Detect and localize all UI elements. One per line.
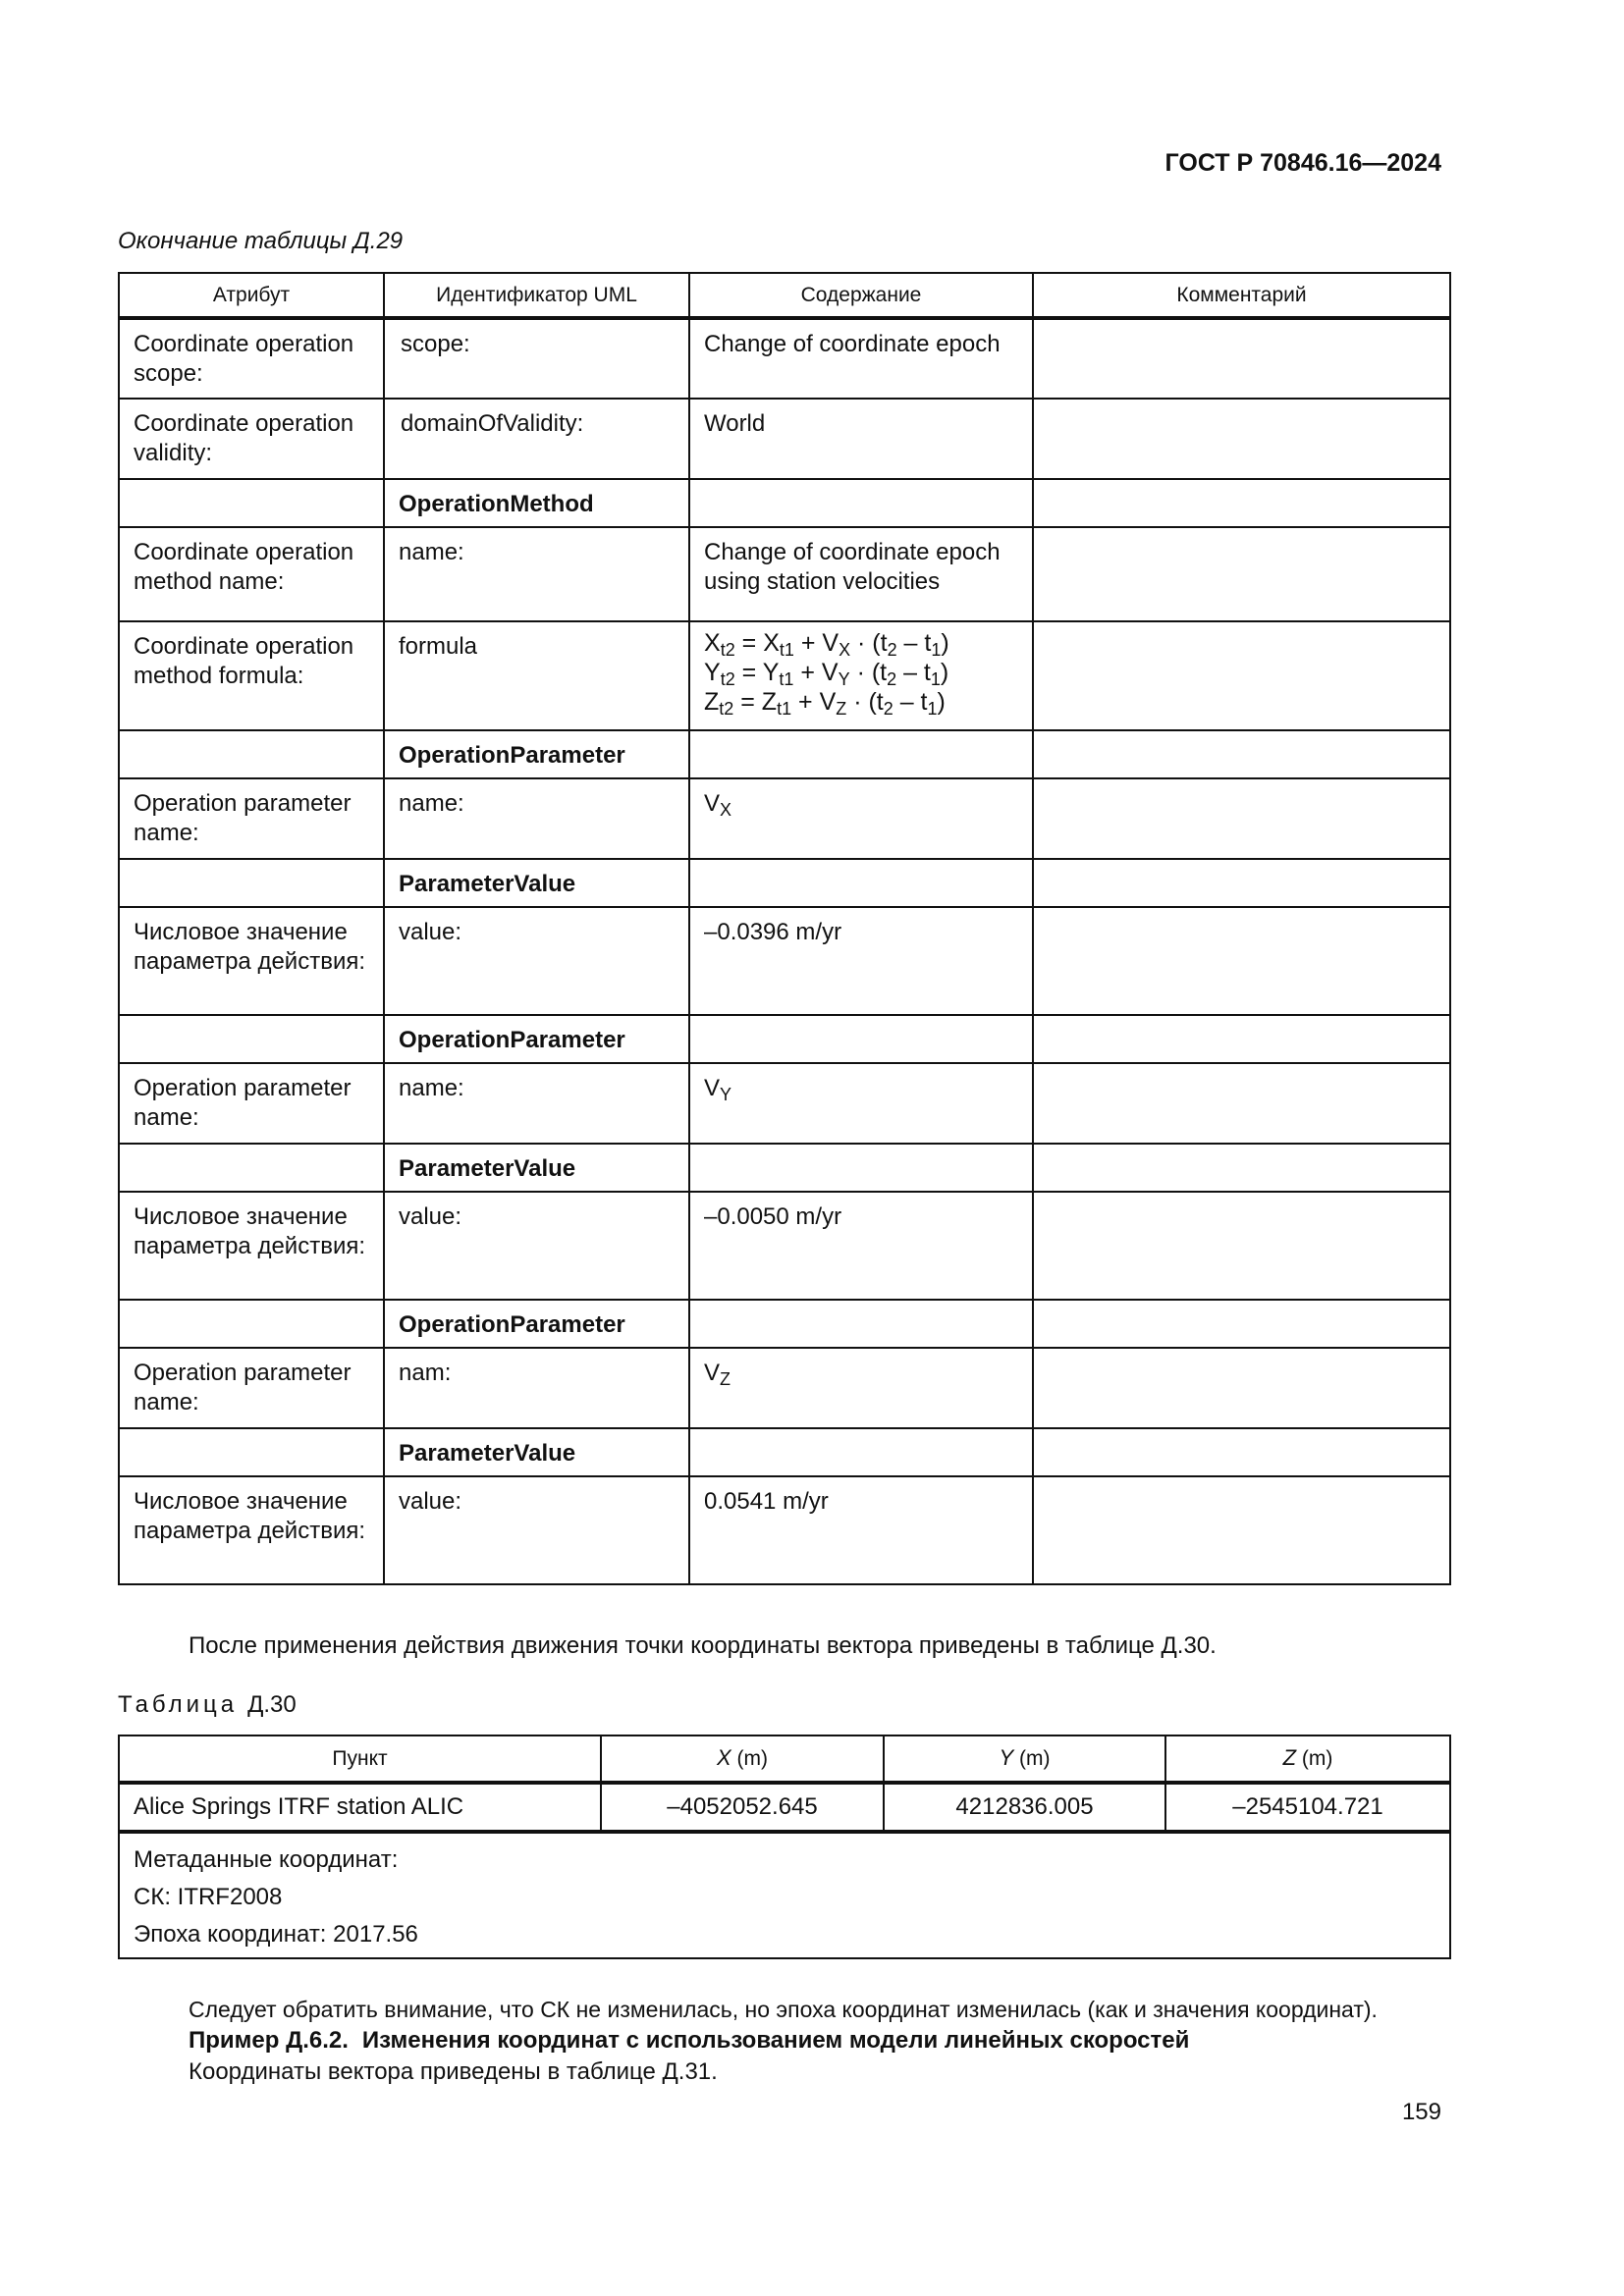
table-row [119, 1428, 1450, 1476]
table-row [119, 1015, 1450, 1063]
cell-content [689, 1300, 1033, 1348]
metadata-line: Метаданные координат: [134, 1846, 399, 1873]
cell-uml: nam: [384, 1348, 689, 1428]
cell-comment [1033, 479, 1450, 527]
cell-comment [1033, 1063, 1450, 1144]
cell-comment [1033, 318, 1450, 399]
column-header-y: Y (m) [884, 1735, 1165, 1783]
cell-attribute: Числовое значение параметра действия: [119, 907, 384, 1015]
cell-z: –2545104.721 [1165, 1783, 1450, 1832]
cell-uml: formula [384, 621, 689, 730]
cell-comment [1033, 527, 1450, 621]
table-continuation-caption: Окончание таблицы Д.29 [118, 228, 404, 254]
cell-uml: value: [384, 907, 689, 1015]
cell-formula [689, 621, 1033, 730]
table-row [119, 859, 1450, 907]
table-row-metadata [119, 1832, 1450, 1958]
table-row [119, 318, 1450, 399]
cell-attribute: Coordinate operation method name: [119, 527, 384, 621]
example-heading: Пример Д.6.2. Изменения координат с использованием модели линейных скоростей [189, 2027, 1190, 2054]
cell-attribute [119, 859, 384, 907]
cell-content: $V_X$ [689, 778, 1033, 859]
cell-content: –0.0050 m/yr [689, 1192, 1033, 1300]
cell-attribute: Coordinate operation scope: [119, 318, 384, 399]
formula-line-y: $Y_{t2} = Y_{t1} + V_Y \cdot (t_2 - t_1)$ [704, 659, 949, 689]
cell-attribute: Coordinate operation method formula: [119, 621, 384, 730]
table-row [119, 479, 1450, 527]
cell-uml-class: ParameterValue [384, 1144, 689, 1192]
cell-comment [1033, 1015, 1450, 1063]
cell-attribute: Числовое значение параметра действия: [119, 1192, 384, 1300]
column-header-z: Z (m) [1165, 1735, 1450, 1783]
formula-line-z: $Z_{t2} = Z_{t1} + V_Z \cdot (t_2 - t_1)$ [704, 688, 946, 719]
velocity-formula [704, 628, 1018, 717]
cell-content [689, 479, 1033, 527]
cell-uml-class: ParameterValue [384, 1428, 689, 1476]
table-row [119, 527, 1450, 621]
cell-comment [1033, 778, 1450, 859]
table-row [119, 1300, 1450, 1348]
column-header-x: X (m) [601, 1735, 884, 1783]
table-row [119, 1192, 1450, 1300]
cell-comment [1033, 1144, 1450, 1192]
cell-point: Alice Springs ITRF station ALIC [119, 1783, 601, 1832]
cell-content: $V_Z$ [689, 1348, 1033, 1428]
cell-attribute: Operation parameter name: [119, 1063, 384, 1144]
cell-content [689, 1015, 1033, 1063]
cell-content: Change of coordinate epoch using station velocities [689, 527, 1033, 621]
cell-content: Change of coordinate epoch [689, 318, 1033, 399]
table-header-row [119, 273, 1450, 318]
cell-content: –0.0396 m/yr [689, 907, 1033, 1015]
cell-comment [1033, 1192, 1450, 1300]
cell-attribute: Operation parameter name: [119, 1348, 384, 1428]
column-header-comment: Комментарий [1033, 273, 1450, 318]
cell-uml: domainOfValidity: [384, 399, 689, 479]
cell-comment [1033, 621, 1450, 730]
cell-attribute: Operation parameter name: [119, 778, 384, 859]
cell-content [689, 1144, 1033, 1192]
cell-attribute [119, 1428, 384, 1476]
formula-line-x: $X_{t2} = X_{t1} + V_X \cdot (t_2 - t_1)$ [704, 629, 949, 660]
cell-attribute [119, 1015, 384, 1063]
cell-attribute [119, 1144, 384, 1192]
table-row [119, 621, 1450, 730]
cell-uml: value: [384, 1192, 689, 1300]
cell-attribute: Coordinate operation validity: [119, 399, 384, 479]
table-row [119, 730, 1450, 778]
cell-uml: name: [384, 778, 689, 859]
cell-x: –4052052.645 [601, 1783, 884, 1832]
table-row [119, 399, 1450, 479]
cell-attribute: Числовое значение параметра действия: [119, 1476, 384, 1584]
cell-comment [1033, 399, 1450, 479]
cell-content [689, 730, 1033, 778]
cell-content: World [689, 399, 1033, 479]
cell-uml-class: OperationParameter [384, 730, 689, 778]
cell-content: 0.0541 m/yr [689, 1476, 1033, 1584]
table-row [119, 1476, 1450, 1584]
column-header-point: Пункт [119, 1735, 601, 1783]
paragraph-after-operation: После применения действия движения точки координаты вектора приведены в таблице Д.30. [189, 1632, 1217, 1659]
table-d29 [118, 272, 1451, 1585]
cell-uml: scope: [384, 318, 689, 399]
cell-uml-class: OperationMethod [384, 479, 689, 527]
cell-coordinate-metadata [119, 1832, 1450, 1958]
cell-uml: value: [384, 1476, 689, 1584]
metadata-line: Эпоха координат: 2017.56 [134, 1921, 418, 1948]
cell-comment [1033, 1300, 1450, 1348]
paragraph-reference: Координаты вектора приведены в таблице Д.31. [189, 2058, 718, 2085]
column-header-attribute: Атрибут [119, 273, 384, 318]
table-header-row [119, 1735, 1450, 1783]
cell-comment [1033, 1476, 1450, 1584]
cell-uml-class: OperationParameter [384, 1300, 689, 1348]
cell-uml: name: [384, 1063, 689, 1144]
document-code-header: ГОСТ Р 70846.16—2024 [1164, 149, 1441, 177]
cell-comment [1033, 907, 1450, 1015]
cell-uml-class: OperationParameter [384, 1015, 689, 1063]
cell-y: 4212836.005 [884, 1783, 1165, 1832]
cell-attribute [119, 1300, 384, 1348]
column-header-content: Содержание [689, 273, 1033, 318]
cell-uml-class: ParameterValue [384, 859, 689, 907]
cell-uml: name: [384, 527, 689, 621]
table-d30-caption: Таблица Д.30 [118, 1691, 297, 1718]
cell-content [689, 1428, 1033, 1476]
cell-content: $V_Y$ [689, 1063, 1033, 1144]
cell-comment [1033, 1348, 1450, 1428]
metadata-line: СК: ITRF2008 [134, 1884, 283, 1910]
table-row [119, 1063, 1450, 1144]
page-number: 159 [1401, 2099, 1441, 2125]
paragraph-note: Следует обратить внимание, что СК не изменилась, но эпоха координат изменилась (как и значения координат). [189, 1997, 1378, 2022]
table-row [119, 1348, 1450, 1428]
cell-comment [1033, 1428, 1450, 1476]
cell-comment [1033, 730, 1450, 778]
table-d30 [118, 1735, 1451, 1959]
table-row [119, 907, 1450, 1015]
column-header-uml-identifier: Идентификатор UML [384, 273, 689, 318]
cell-comment [1033, 859, 1450, 907]
table-row [119, 1783, 1450, 1832]
table-row [119, 1144, 1450, 1192]
cell-attribute [119, 479, 384, 527]
cell-content [689, 859, 1033, 907]
table-row [119, 778, 1450, 859]
cell-attribute [119, 730, 384, 778]
